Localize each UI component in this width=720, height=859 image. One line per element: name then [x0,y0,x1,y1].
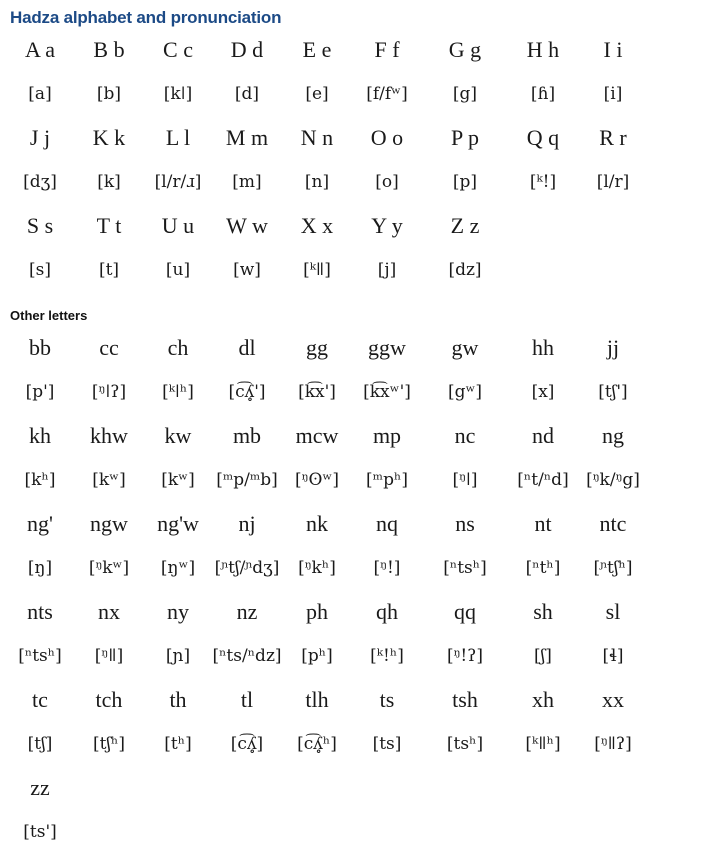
letter-cell: B b [93,37,125,62]
letter-cell: sh [533,599,553,624]
letter-row [0,204,720,248]
letter-cell: X x [300,213,334,238]
pronunciation-cell: [ⁿts/ⁿdz] [212,646,282,666]
letter-cell: khw [90,423,128,448]
letter-cell: ng'w [157,511,199,536]
pronunciation-cell: [ᵏǁʰ] [525,734,561,754]
letter-cell: qh [376,599,398,624]
pronunciation-cell: [ŋ] [27,558,53,578]
letter-cell: O o [370,125,404,150]
letter-cell: tsh [452,687,478,712]
page-title: Hadza alphabet and pronunciation [10,8,282,27]
pronunciation-cell: [p] [452,172,478,192]
alphabet-table [0,28,720,292]
letter-cell: J j [29,125,51,150]
pronunciation-cell: [e] [305,84,329,104]
letter-cell: I i [603,37,623,62]
pronunciation-cell: [j] [377,260,397,280]
letter-row [0,766,720,810]
letter-cell: F f [374,37,400,62]
pronunciation-cell: [ɬ] [602,646,624,666]
pronunciation-cell: [ᵑǁʔ] [594,734,632,754]
letter-cell: ns [455,511,475,536]
letter-cell: nx [98,599,120,624]
pronunciation-cell: [ts'] [23,822,57,842]
letter-cell: hh [532,335,554,360]
letter-cell: sl [605,599,621,624]
letter-cell: kw [164,423,192,448]
letter-cell: gg [306,335,328,360]
pronunciation-row [0,458,720,502]
pronunciation-row [0,248,720,292]
letter-cell: mcw [295,423,339,448]
letter-row [0,502,720,546]
letter-cell: tl [240,687,254,712]
letter-cell: xh [532,687,554,712]
pronunciation-cell: [ɦ] [530,84,556,104]
letter-cell: P p [451,125,479,150]
letter-cell: nts [27,599,53,624]
pronunciation-cell: [ᵑkʷ] [88,558,130,578]
letter-cell: ng' [27,511,53,536]
pronunciation-cell: [gʷ] [447,382,483,402]
pronunciation-row [0,546,720,590]
pronunciation-row [0,722,720,766]
pronunciation-cell: [ⁿtʰ] [525,558,561,578]
pronunciation-cell: [ᵑǀʔ] [91,382,127,402]
pronunciation-cell: [w] [233,260,261,280]
pronunciation-cell: [ᵑǁ] [94,646,124,666]
letter-cell: ntc [599,511,627,536]
pronunciation-cell: [k] [97,172,121,192]
pronunciation-cell: [ᵑkʰ] [298,558,336,578]
pronunciation-cell: [ts] [372,734,402,754]
pronunciation-cell: [a] [28,84,52,104]
pronunciation-cell: [f/fʷ] [366,84,408,104]
pronunciation-cell: [kʷ] [161,470,195,490]
letter-cell: ngw [90,511,128,536]
pronunciation-cell: [d] [234,84,260,104]
letter-cell: dl [238,335,256,360]
letter-cell: nq [376,511,398,536]
letter-cell: C c [163,37,193,62]
letter-cell: A a [25,37,55,62]
pronunciation-cell: [p'] [25,382,55,402]
letter-cell: tch [95,687,123,712]
letter-cell: ng [602,423,624,448]
letter-cell: nc [454,423,476,448]
pronunciation-cell: [tʰ] [164,734,192,754]
pronunciation-cell: [ᵏ!] [529,172,557,192]
pronunciation-cell: [s] [29,260,51,280]
letter-cell: tc [32,687,48,712]
letter-cell: ch [167,335,189,360]
pronunciation-cell: [b] [96,84,122,104]
pronunciation-cell: [ŋʷ] [160,558,196,578]
pronunciation-cell: [ᵏ!ʰ] [370,646,404,666]
pronunciation-row [0,634,720,678]
letter-cell: ny [167,599,189,624]
pronunciation-cell: [k͡xʷ'] [363,382,411,402]
letter-cell: N n [300,125,334,150]
pronunciation-cell: [o] [375,172,399,192]
letter-cell: Q q [526,125,560,150]
letter-cell: T t [96,213,122,238]
letter-cell: M m [225,125,269,150]
pronunciation-cell: [n] [304,172,330,192]
letter-cell: gw [451,335,479,360]
letter-cell: th [169,687,187,712]
pronunciation-cell: [dz] [448,260,482,280]
pronunciation-cell: [ᵑ!ʔ] [447,646,483,666]
letter-cell: bb [29,335,51,360]
letter-cell: nk [306,511,328,536]
pronunciation-cell: [dʒ] [23,172,57,192]
pronunciation-cell: [k͡x'] [298,382,336,402]
pronunciation-row [0,72,720,116]
pronunciation-cell: [tʃʰ] [92,734,126,754]
letter-cell: D d [230,37,264,62]
letter-cell: U u [161,213,195,238]
pronunciation-cell: [kʰ] [24,470,56,490]
letter-cell: K k [92,125,126,150]
pronunciation-cell: [x] [531,382,555,402]
other-letters-heading: Other letters [10,308,88,323]
pronunciation-cell: [tʃ'] [598,382,628,402]
letter-cell: kh [29,423,51,448]
letter-cell: Y y [371,213,403,238]
letter-row [0,28,720,72]
pronunciation-row [0,370,720,414]
letter-row [0,116,720,160]
letter-cell: ph [306,599,328,624]
letter-cell: W w [226,213,268,238]
letter-row [0,678,720,722]
letter-cell: Z z [450,213,480,238]
letter-cell: xx [602,687,624,712]
letter-cell: R r [599,125,627,150]
pronunciation-cell: [ᶮtʃʰ] [593,558,633,578]
pronunciation-cell: [c͡ʎ̥] [230,734,264,754]
pronunciation-cell: [ᵑʘʷ] [295,470,339,490]
letter-cell: ggw [368,335,406,360]
letter-row [0,326,720,370]
pronunciation-cell: [kǀ] [163,84,193,104]
pronunciation-cell: [ᵏǁ] [303,260,331,280]
pronunciation-cell: [ᶮtʃ/ᶮdʒ] [214,558,280,578]
pronunciation-cell: [ɲ] [165,646,191,666]
pronunciation-cell: [ᵑǀ] [452,470,478,490]
pronunciation-cell: [kʷ] [92,470,126,490]
pronunciation-cell: [l/r/ɹ] [154,172,202,192]
pronunciation-cell: [m] [232,172,262,192]
pronunciation-cell: [g] [452,84,478,104]
pronunciation-cell: [tʃ] [27,734,53,754]
letter-cell: nz [236,599,258,624]
letter-row [0,414,720,458]
pronunciation-cell: [pʰ] [301,646,333,666]
letter-cell: G g [448,37,482,62]
letter-cell: H h [526,37,560,62]
pronunciation-cell: [ᵐpʰ] [366,470,408,490]
letter-cell: nd [532,423,554,448]
pronunciation-cell: [ᵑk/ᵑg] [586,470,640,490]
letter-cell: mb [232,423,262,448]
pronunciation-cell: [ⁿtsʰ] [443,558,487,578]
pronunciation-cell: [ⁿtsʰ] [18,646,62,666]
pronunciation-cell: [ⁿt/ⁿd] [517,470,569,490]
pronunciation-cell: [ᵏǀʰ] [162,382,194,402]
letter-cell: zz [30,775,50,800]
pronunciation-cell: [i] [603,84,623,104]
pronunciation-cell: [t] [98,260,120,280]
pronunciation-row [0,810,720,854]
letter-cell: tlh [305,687,329,712]
other-letters-table [0,326,720,854]
letter-row [0,590,720,634]
letter-cell: nt [534,511,552,536]
pronunciation-cell: [ʃ] [534,646,552,666]
pronunciation-cell: [l/r] [596,172,630,192]
pronunciation-row [0,160,720,204]
letter-cell: E e [302,37,332,62]
pronunciation-cell: [ᵑ!] [373,558,401,578]
letter-cell: nj [238,511,256,536]
letter-cell: cc [99,335,119,360]
pronunciation-cell: [ᵐp/ᵐb] [216,470,278,490]
pronunciation-cell: [c͡ʎ̥'] [228,382,266,402]
pronunciation-cell: [c͡ʎ̥ʰ] [297,734,337,754]
pronunciation-cell: [tsʰ] [446,734,484,754]
pronunciation-cell: [u] [165,260,191,280]
letter-cell: qq [454,599,476,624]
letter-cell: L l [165,125,191,150]
letter-cell: ts [379,687,395,712]
letter-cell: jj [606,335,620,360]
letter-cell: S s [26,213,54,238]
letter-cell: mp [372,423,402,448]
